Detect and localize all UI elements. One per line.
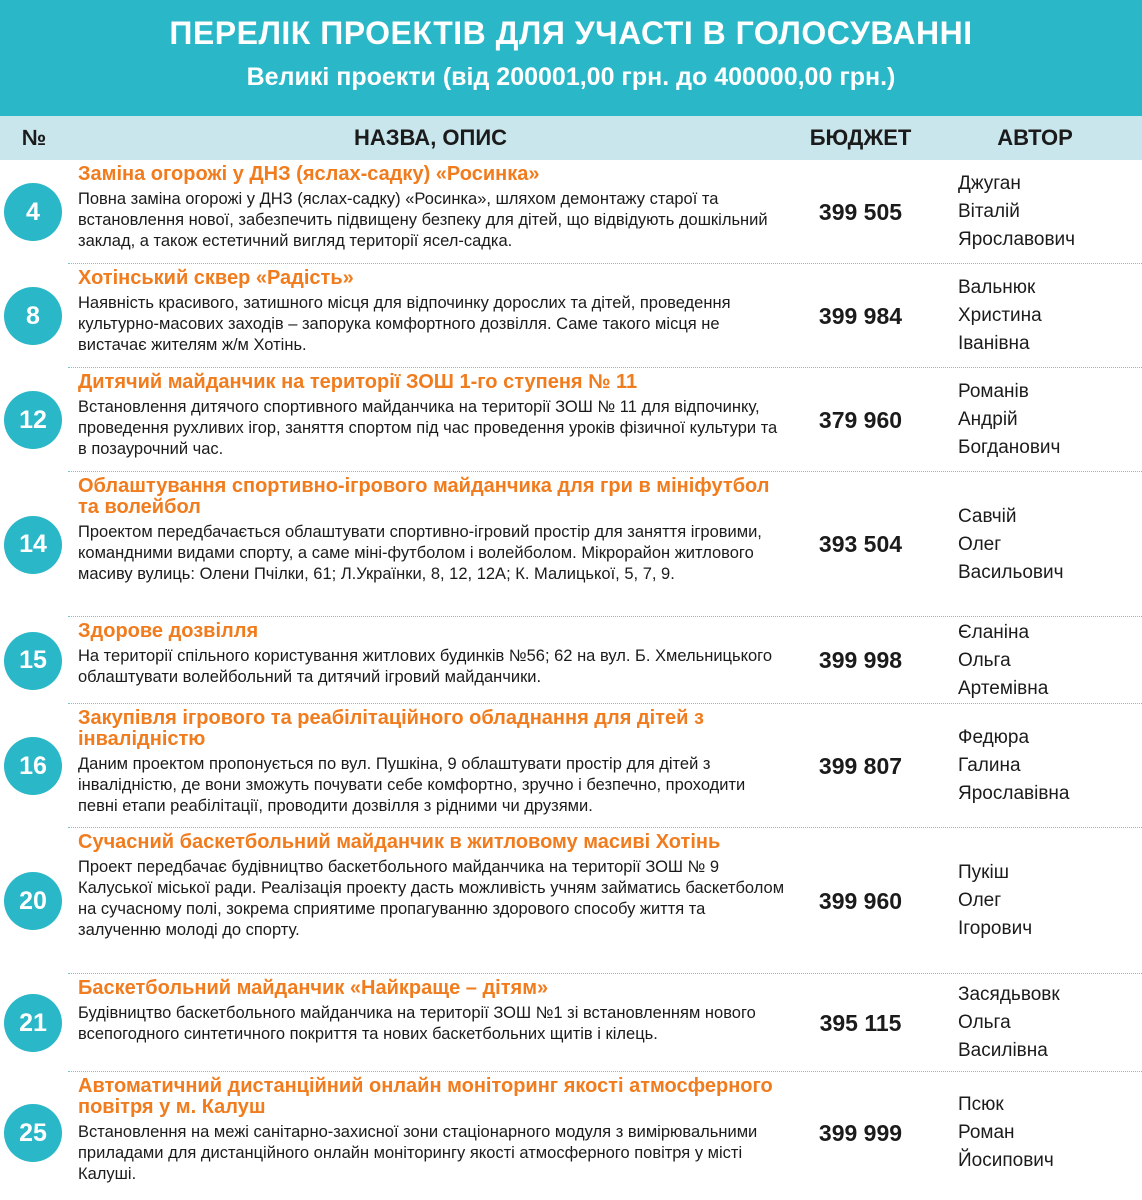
projects-table (0, 160, 1142, 1194)
project-number-badge: 4 (4, 183, 62, 241)
author-patronymic: Артемівна (958, 677, 1049, 699)
project-description: Наявність красивого, затишного місця для відпочинку дорослих та дітей, проведення культурно-масових заходів – запорука комфортного дозвілля. Саме такого місця не вистачає жителям ж/м Хотінь. (78, 294, 731, 354)
author-patronymic: Ігорович (958, 918, 1033, 939)
project-author (928, 617, 1142, 704)
project-title: Закупівля ігрового та реабілітаційного обладнання для дітей з інвалідністю (78, 707, 704, 750)
author-patronymic: Богданович (958, 437, 1061, 458)
author-surname: Вальнюк (958, 277, 1036, 298)
column-header-name: НАЗВА, ОПИС (353, 125, 508, 150)
project-author (928, 828, 1142, 974)
table-row (0, 264, 1142, 368)
author-name: Олег (958, 533, 1002, 555)
author-patronymic: Іванівна (958, 333, 1030, 354)
author-surname: Пукіш (958, 862, 1009, 883)
project-author (928, 472, 1142, 617)
project-author (928, 704, 1142, 828)
table-row (0, 1072, 1142, 1194)
author-name: Галина (958, 755, 1021, 776)
author-patronymic: Ярославівна (958, 783, 1070, 804)
project-description: На території спільного користування житлових будинків №56; 62 на вул. Б. Хмельницького облаштувати волейбольний та дитячий ігровий майданчики. (78, 647, 773, 686)
column-header-number: № (21, 125, 47, 150)
project-number-badge: 15 (4, 632, 62, 690)
author-name: Роман (958, 1122, 1015, 1143)
table-row (0, 472, 1142, 617)
table-row (0, 704, 1142, 828)
project-description: Встановлення дитячого спортивного майданчика на території ЗОШ № 11 для відпочинку, проведення рухливих ігор, заняття спортом під час проведення уроків фізичної культури та в позаурочний час. (78, 398, 778, 458)
author-patronymic: Ярославович (958, 229, 1076, 250)
author-surname: Джуган (958, 173, 1021, 194)
column-header-author: АВТОР (997, 125, 1073, 150)
page-subtitle: Великі проекти (від 200001,00 грн. до 400000,00 грн.) (246, 63, 896, 91)
project-description: Проект передбачає будівництво баскетбольного майданчика на території ЗОШ № 9 Калуської міської ради. Реалізація проекту дасть можливість учням займатись баскетболом на сучасному полі, зокрема сприятиме пропагуванню здорового способу життя та залученню молоді до спорту. (78, 858, 785, 939)
table-row (0, 368, 1142, 472)
project-author (928, 974, 1142, 1072)
author-patronymic: Васильович (958, 561, 1064, 583)
project-author (928, 368, 1142, 472)
project-number-badge: 25 (4, 1104, 62, 1162)
project-budget: 399 998 (818, 647, 903, 673)
table-row (0, 160, 1142, 264)
table-row (0, 974, 1142, 1072)
project-author (928, 264, 1142, 368)
project-number-badge: 21 (4, 994, 62, 1052)
project-budget: 393 504 (818, 531, 903, 557)
project-title: Хотінський сквер «Радість» (78, 267, 354, 289)
author-name: Олег (958, 890, 1002, 911)
column-headers (0, 116, 1142, 160)
project-number-badge: 8 (4, 287, 62, 345)
project-description: Повна заміна огорожі у ДНЗ (яслах-садку) «Росинка», шляхом демонтажу старої та встановлення нової, забезпечить підвищену безпеку для дітей, що відвідують дошкільний заклад, а також естетичний вигляд території ясел-садка. (78, 190, 768, 250)
author-patronymic: Василівна (958, 1040, 1048, 1061)
author-patronymic: Йосипович (958, 1150, 1054, 1171)
project-budget: 399 807 (818, 752, 903, 779)
project-budget: 379 960 (818, 406, 903, 433)
project-budget: 395 115 (819, 1009, 902, 1036)
author-name: Ольга (958, 649, 1011, 671)
project-description: Встановлення на межі санітарно-захисної зони стаціонарного модуля з вимірювальними приладами для дистанційного онлайн моніторингу якості атмосферного повітря у місті Калуші. (78, 1123, 758, 1183)
author-name: Ольга (958, 1012, 1011, 1033)
author-surname: Єланіна (958, 621, 1030, 643)
author-name: Андрій (958, 409, 1018, 430)
author-surname: Савчій (958, 505, 1017, 527)
table-row (0, 828, 1142, 974)
project-number-badge: 12 (4, 391, 62, 449)
project-budget: 399 960 (818, 887, 903, 914)
project-number-badge: 16 (4, 737, 62, 795)
project-number-badge: 14 (4, 516, 62, 574)
author-surname: Псюк (958, 1094, 1004, 1115)
project-title: Автоматичний дистанційний онлайн моніторинг якості атмосферного повітря у м. Калуш (78, 1075, 773, 1118)
author-surname: Засядьвовк (958, 984, 1060, 1005)
project-budget: 399 999 (818, 1119, 903, 1146)
project-description: Будівництво баскетбольного майданчика на території ЗОШ №1 зі встановленням нового всепогодного синтетичного покриття та нових баскетбольних щитів і кілець. (78, 1004, 756, 1043)
project-budget: 399 505 (818, 198, 903, 225)
project-title: Дитячий майданчик на території ЗОШ 1-го ступеня № 11 (78, 371, 638, 393)
project-author (928, 1072, 1142, 1194)
author-name: Віталій (958, 201, 1020, 222)
project-title: Сучасний баскетбольний майданчик в житловому масиві Хотінь (78, 831, 721, 853)
project-title: Облаштування спортивно-ігрового майданчика для гри в мініфутбол та волейбол (78, 475, 770, 518)
project-author (928, 160, 1142, 264)
column-header-budget: БЮДЖЕТ (809, 125, 912, 150)
project-description: Проектом передбачається облаштувати спортивно-ігровий простір для заняття ігровими, командними видами спорту, а саме міні-футболом і волейболом. Мікрорайон житлового масиву вулиць: Олени Пчілки, 61; Л.Українки, 8, 12, 12А; К. Малицької, 5, 7, 9. (78, 523, 762, 583)
project-description: Даним проектом пропонується по вул. Пушкіна, 9 облаштувати простір для дітей з інвалідністю, де вони зможуть почувати себе комфортно, зручно і безпечно, проходити певні етапи реабілітації, проводити дозвілля з рідними чи друзями. (78, 755, 746, 815)
project-title: Баскетбольний майданчик «Найкраще – дітям» (78, 977, 549, 999)
table-row (0, 617, 1142, 704)
project-title: Здорове дозвілля (78, 620, 259, 642)
project-budget: 399 984 (818, 302, 903, 329)
project-title: Заміна огорожі у ДНЗ (яслах-садку) «Росинка» (78, 163, 540, 185)
project-number-badge: 20 (4, 872, 62, 930)
author-surname: Романів (958, 381, 1029, 402)
author-name: Христина (958, 305, 1042, 326)
page-title: ПЕРЕЛІК ПРОЕКТІВ ДЛЯ УЧАСТІ В ГОЛОСУВАННІ (169, 15, 973, 51)
page-header (0, 0, 1142, 116)
author-surname: Федюра (958, 727, 1030, 748)
